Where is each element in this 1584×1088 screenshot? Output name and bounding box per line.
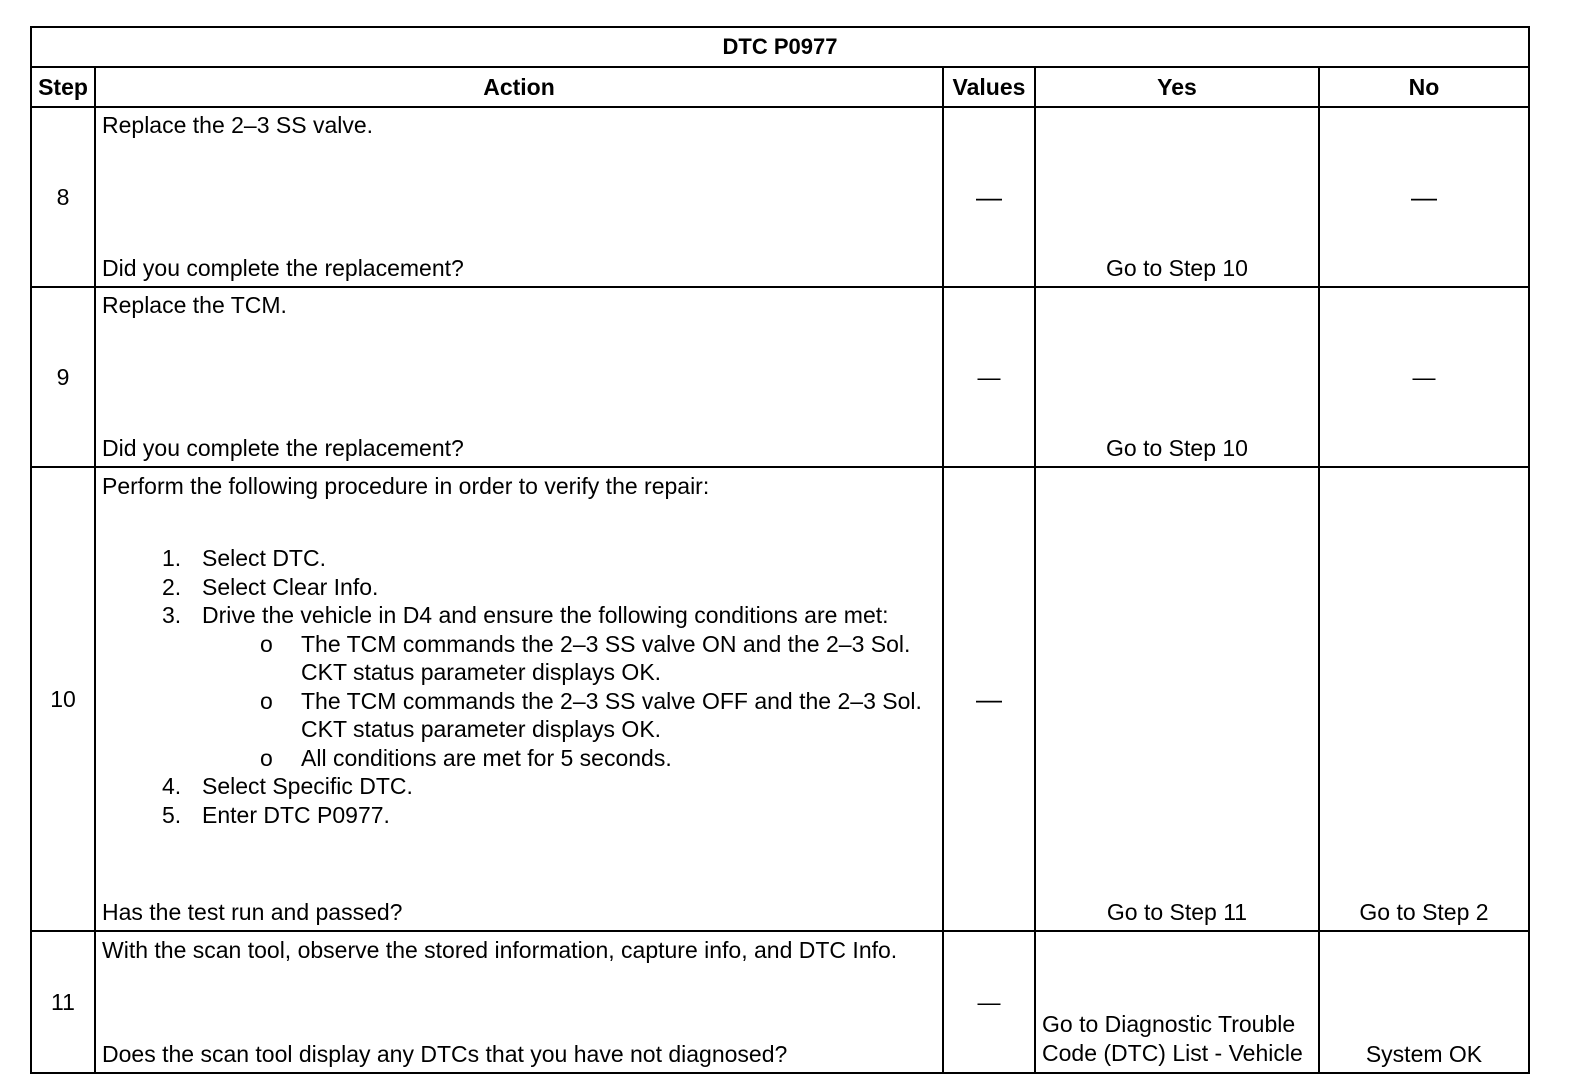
no-cell: —	[1319, 287, 1529, 467]
header-values: Values	[943, 67, 1035, 107]
yes-cell: Go to Diagnostic Trouble Code (DTC) List - Vehicle	[1035, 931, 1319, 1073]
values-cell: —	[943, 107, 1035, 287]
values-cell: —	[943, 931, 1035, 1073]
procedure-item: 4. Select Specific DTC.	[162, 773, 413, 799]
header-no: No	[1319, 67, 1529, 107]
values-cell: —	[943, 467, 1035, 931]
action-question: Does the scan tool display any DTCs that you have not diagnosed?	[102, 1041, 788, 1067]
values-cell: —	[943, 287, 1035, 467]
step-number: 11	[31, 931, 95, 1073]
step-number: 10	[31, 467, 95, 931]
table-title: DTC P0977	[31, 27, 1529, 67]
no-cell: —	[1319, 107, 1529, 287]
action-cell	[95, 287, 943, 467]
action-question: Did you complete the replacement?	[102, 255, 464, 281]
action-text: Replace the TCM.	[102, 292, 287, 318]
table-row-step-9	[31, 287, 1529, 467]
no-cell: Go to Step 2	[1319, 467, 1529, 931]
step-number: 8	[31, 107, 95, 287]
table-row-step-10	[31, 467, 1529, 931]
table-row-step-11	[31, 931, 1529, 1073]
yes-cell: Go to Step 10	[1035, 287, 1319, 467]
condition-list	[202, 630, 936, 773]
yes-cell: Go to Step 11	[1035, 467, 1319, 931]
action-text: Perform the following procedure in order to verify the repair:	[102, 473, 710, 499]
action-cell	[95, 467, 943, 931]
yes-cell: Go to Step 10	[1035, 107, 1319, 287]
condition-item: o The TCM commands the 2–3 SS valve OFF and the 2–3 Sol. CKT status parameter displays OK.	[260, 687, 922, 742]
action-text: Replace the 2–3 SS valve.	[102, 112, 374, 138]
action-text: With the scan tool, observe the stored information, capture info, and DTC Info.	[102, 937, 898, 963]
action-question: Has the test run and passed?	[102, 899, 403, 925]
header-action: Action	[95, 67, 943, 107]
procedure-list	[102, 544, 936, 829]
procedure-item: 1. Select DTC.	[162, 545, 326, 571]
header-yes: Yes	[1035, 67, 1319, 107]
action-cell	[95, 107, 943, 287]
procedure-item: 2. Select Clear Info.	[162, 573, 379, 600]
procedure-item: 3. Drive the vehicle in D4 and ensure the following conditions are met: o The TCM commands the 2–3 SS valve ON and the 2–3 Sol. CKT status parameter displays OK. o The TCM commands the 2–3 SS valve OFF and the 2–3 Sol. CKT status parameter displays OK. o All conditions are met for 5 seconds.	[162, 601, 936, 772]
header-step: Step	[31, 67, 95, 107]
table-row-step-8	[31, 107, 1529, 287]
action-cell	[95, 931, 943, 1073]
condition-item: o All conditions are met for 5 seconds.	[260, 744, 672, 771]
condition-item: o The TCM commands the 2–3 SS valve ON and the 2–3 Sol. CKT status parameter displays OK.	[260, 630, 911, 685]
procedure-item: 5. Enter DTC P0977.	[162, 801, 390, 828]
action-question: Did you complete the replacement?	[102, 435, 464, 461]
no-cell: System OK	[1319, 931, 1529, 1073]
step-number: 9	[31, 287, 95, 467]
dtc-table	[30, 26, 1530, 1074]
